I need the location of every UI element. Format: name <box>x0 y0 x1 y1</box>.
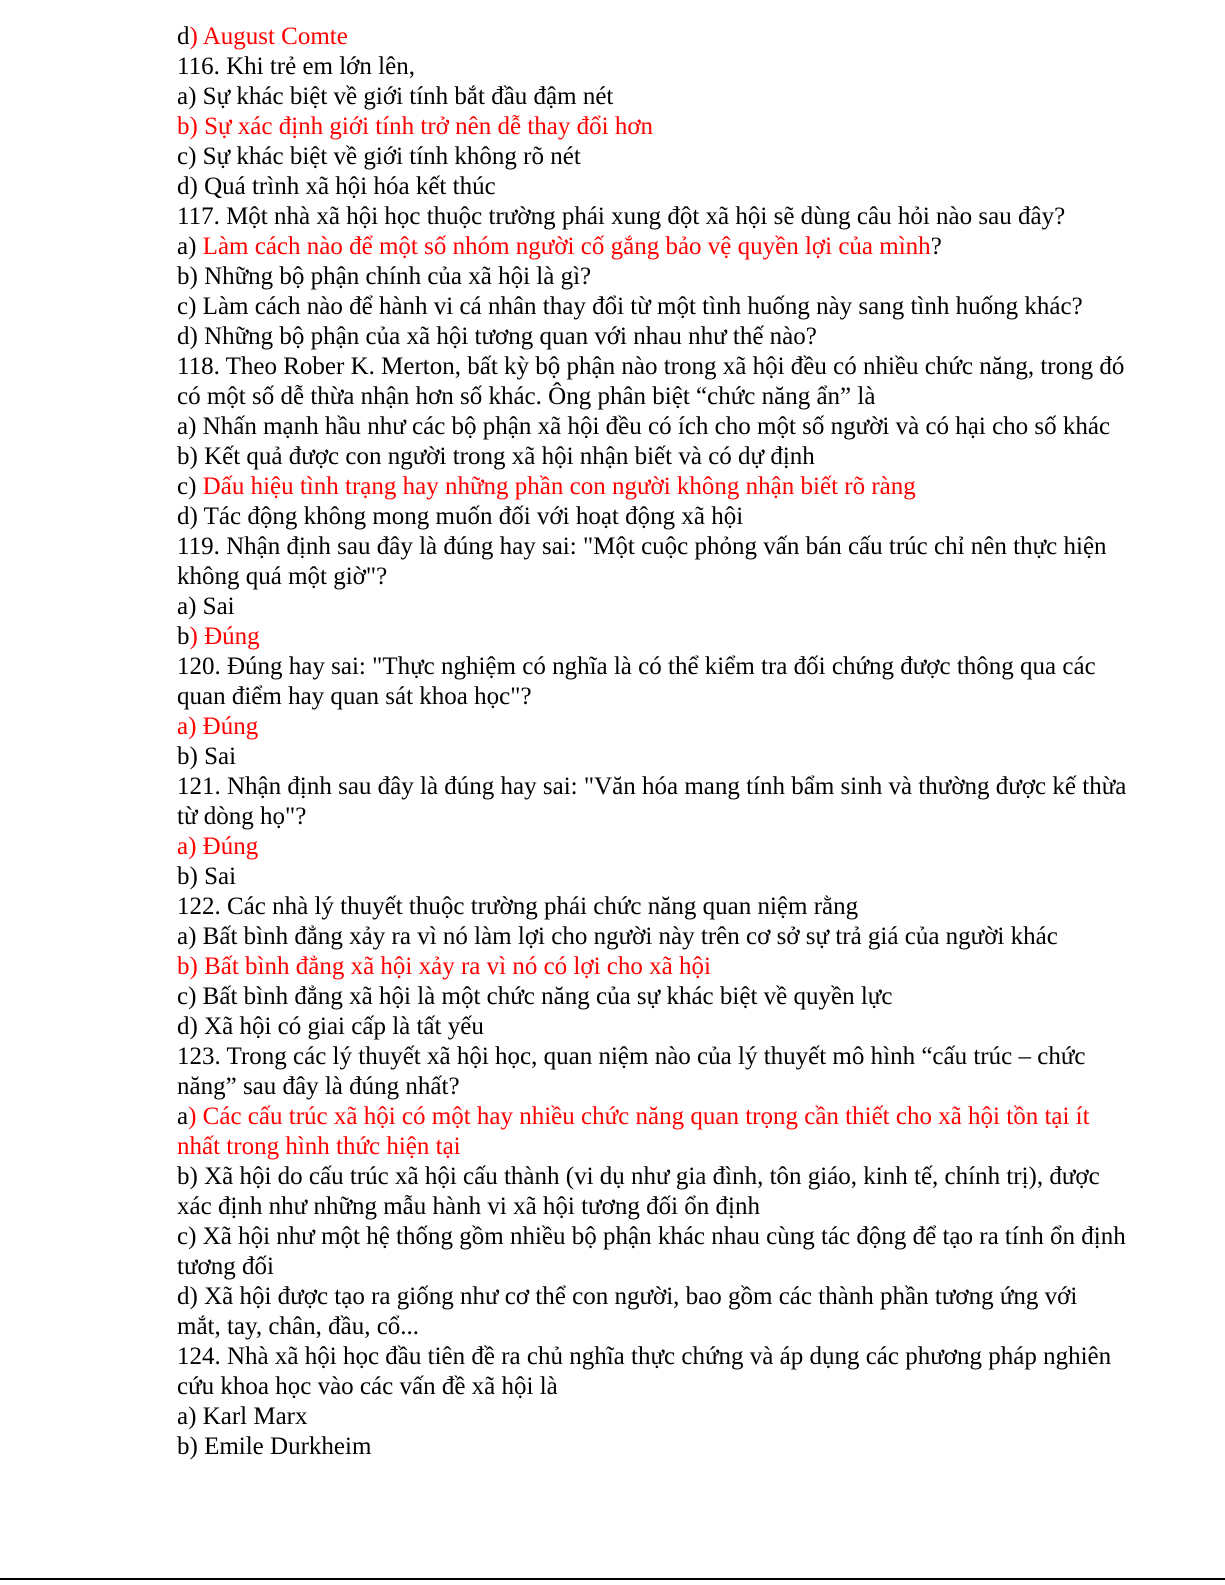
question-line: 117. Một nhà xã hội học thuộc trường phái xung đột xã hội sẽ dùng câu hỏi nào sau đây? <box>177 203 1066 230</box>
option-line: d) Xã hội được tạo ra giống như cơ thể con người, bao gồm các thành phần tương ứng với mắt, tay, chân, đầu, cổ... <box>177 1283 1078 1340</box>
option-line: b) Kết quả được con người trong xã hội nhận biết và có dự định <box>177 443 815 470</box>
answer-text: Dấu hiệu tình trạng hay những phần con người không nhận biết rõ ràng <box>202 473 916 500</box>
answer-line: a) Đúng <box>177 713 259 740</box>
question-line: 122. Các nhà lý thuyết thuộc trường phái chức năng quan niệm rằng <box>177 893 859 920</box>
option-line: d) Những bộ phận của xã hội tương quan với nhau như thế nào? <box>177 323 817 350</box>
option-line <box>177 622 1127 652</box>
option-line: a) Sự khác biệt về giới tính bắt đầu đậm nét <box>177 83 614 110</box>
answer-text: ) Đúng <box>189 623 260 650</box>
option-line: c) Làm cách nào để hành vi cá nhân thay đổi từ một tình huống này sang tình huống khác? <box>177 293 1083 320</box>
answer-line: a) Đúng <box>177 833 259 860</box>
question-line: 116. Khi trẻ em lớn lên, <box>177 53 415 80</box>
question-line: 118. Theo Rober K. Merton, bất kỳ bộ phận nào trong xã hội đều có nhiều chức năng, trong đó có một số dễ thừa nhận hơn số khác. Ông phân biệt “chức năng ẩn” là <box>177 353 1125 410</box>
option-line: b) Sai <box>177 863 237 890</box>
option-line <box>177 472 1127 502</box>
option-line <box>177 22 1127 52</box>
option-line: c) Sự khác biệt về giới tính không rõ nét <box>177 143 581 170</box>
option-line: a) Bất bình đẳng xảy ra vì nó làm lợi cho người này trên cơ sở sự trả giá của người khác <box>177 923 1058 950</box>
option-line: a) Karl Marx <box>177 1403 308 1430</box>
question-line: 119. Nhận định sau đây là đúng hay sai: "Một cuộc phỏng vấn bán cấu trúc chỉ nên thực hiện không quá một giờ"? <box>177 533 1107 590</box>
option-letter: d <box>177 23 190 50</box>
question-line: 121. Nhận định sau đây là đúng hay sai: "Văn hóa mang tính bẩm sinh và thường được kế thừa từ dòng họ"? <box>177 773 1127 830</box>
option-suffix: ? <box>930 233 942 260</box>
question-line: 120. Đúng hay sai: "Thực nghiệm có nghĩa là có thể kiểm tra đối chứng được thông qua các quan điểm hay quan sát khoa học"? <box>177 653 1096 710</box>
answer-text: ) August Comte <box>189 23 348 50</box>
page-bottom-rule <box>0 1578 1225 1580</box>
answer-text: ) Các cấu trúc xã hội có một hay nhiều chức năng quan trọng cần thiết cho xã hội tồn tại ít nhất trong hình thức hiện tại <box>177 1103 1090 1160</box>
option-line: c) Xã hội như một hệ thống gồm nhiều bộ phận khác nhau cùng tác động để tạo ra tính ổn định tương đối <box>177 1223 1126 1280</box>
option-line: a) Nhấn mạnh hầu như các bộ phận xã hội đều có ích cho một số người và có hại cho số khác <box>177 413 1111 440</box>
answer-text: Làm cách nào để một số nhóm người cố gắng bảo vệ quyền lợi của mình <box>202 233 931 260</box>
option-letter: a) <box>177 233 203 260</box>
answer-line: b) Bất bình đẳng xã hội xảy ra vì nó có lợi cho xã hội <box>177 953 711 980</box>
option-line: b) Emile Durkheim <box>177 1433 372 1460</box>
option-line <box>177 232 1127 262</box>
option-line: b) Xã hội do cấu trúc xã hội cấu thành (vi dụ như gia đình, tôn giáo, kinh tế, chính trị), được xác định như những mẫu hành vi xã hội tương đối ổn định <box>177 1163 1100 1220</box>
option-line: d) Xã hội có giai cấp là tất yếu <box>177 1013 484 1040</box>
option-line: b) Những bộ phận chính của xã hội là gì? <box>177 263 592 290</box>
option-line: d) Tác động không mong muốn đối với hoạt động xã hội <box>177 503 744 530</box>
option-line: c) Bất bình đẳng xã hội là một chức năng của sự khác biệt về quyền lực <box>177 983 893 1010</box>
answer-line: b) Sự xác định giới tính trở nên dễ thay đổi hơn <box>177 113 654 140</box>
option-letter: a <box>177 1103 189 1130</box>
option-line: d) Quá trình xã hội hóa kết thúc <box>177 173 496 200</box>
option-letter: c) <box>177 473 203 500</box>
option-line: b) Sai <box>177 743 237 770</box>
option-line <box>177 1102 1127 1162</box>
quiz-content <box>177 22 1127 1462</box>
option-line: a) Sai <box>177 593 235 620</box>
question-line: 124. Nhà xã hội học đầu tiên đề ra chủ nghĩa thực chứng và áp dụng các phương pháp nghiên cứu khoa học vào các vấn đề xã hội là <box>177 1343 1112 1400</box>
option-letter: b <box>177 623 190 650</box>
question-line: 123. Trong các lý thuyết xã hội học, quan niệm nào của lý thuyết mô hình “cấu trúc – chức năng” sau đây là đúng nhất? <box>177 1043 1086 1100</box>
